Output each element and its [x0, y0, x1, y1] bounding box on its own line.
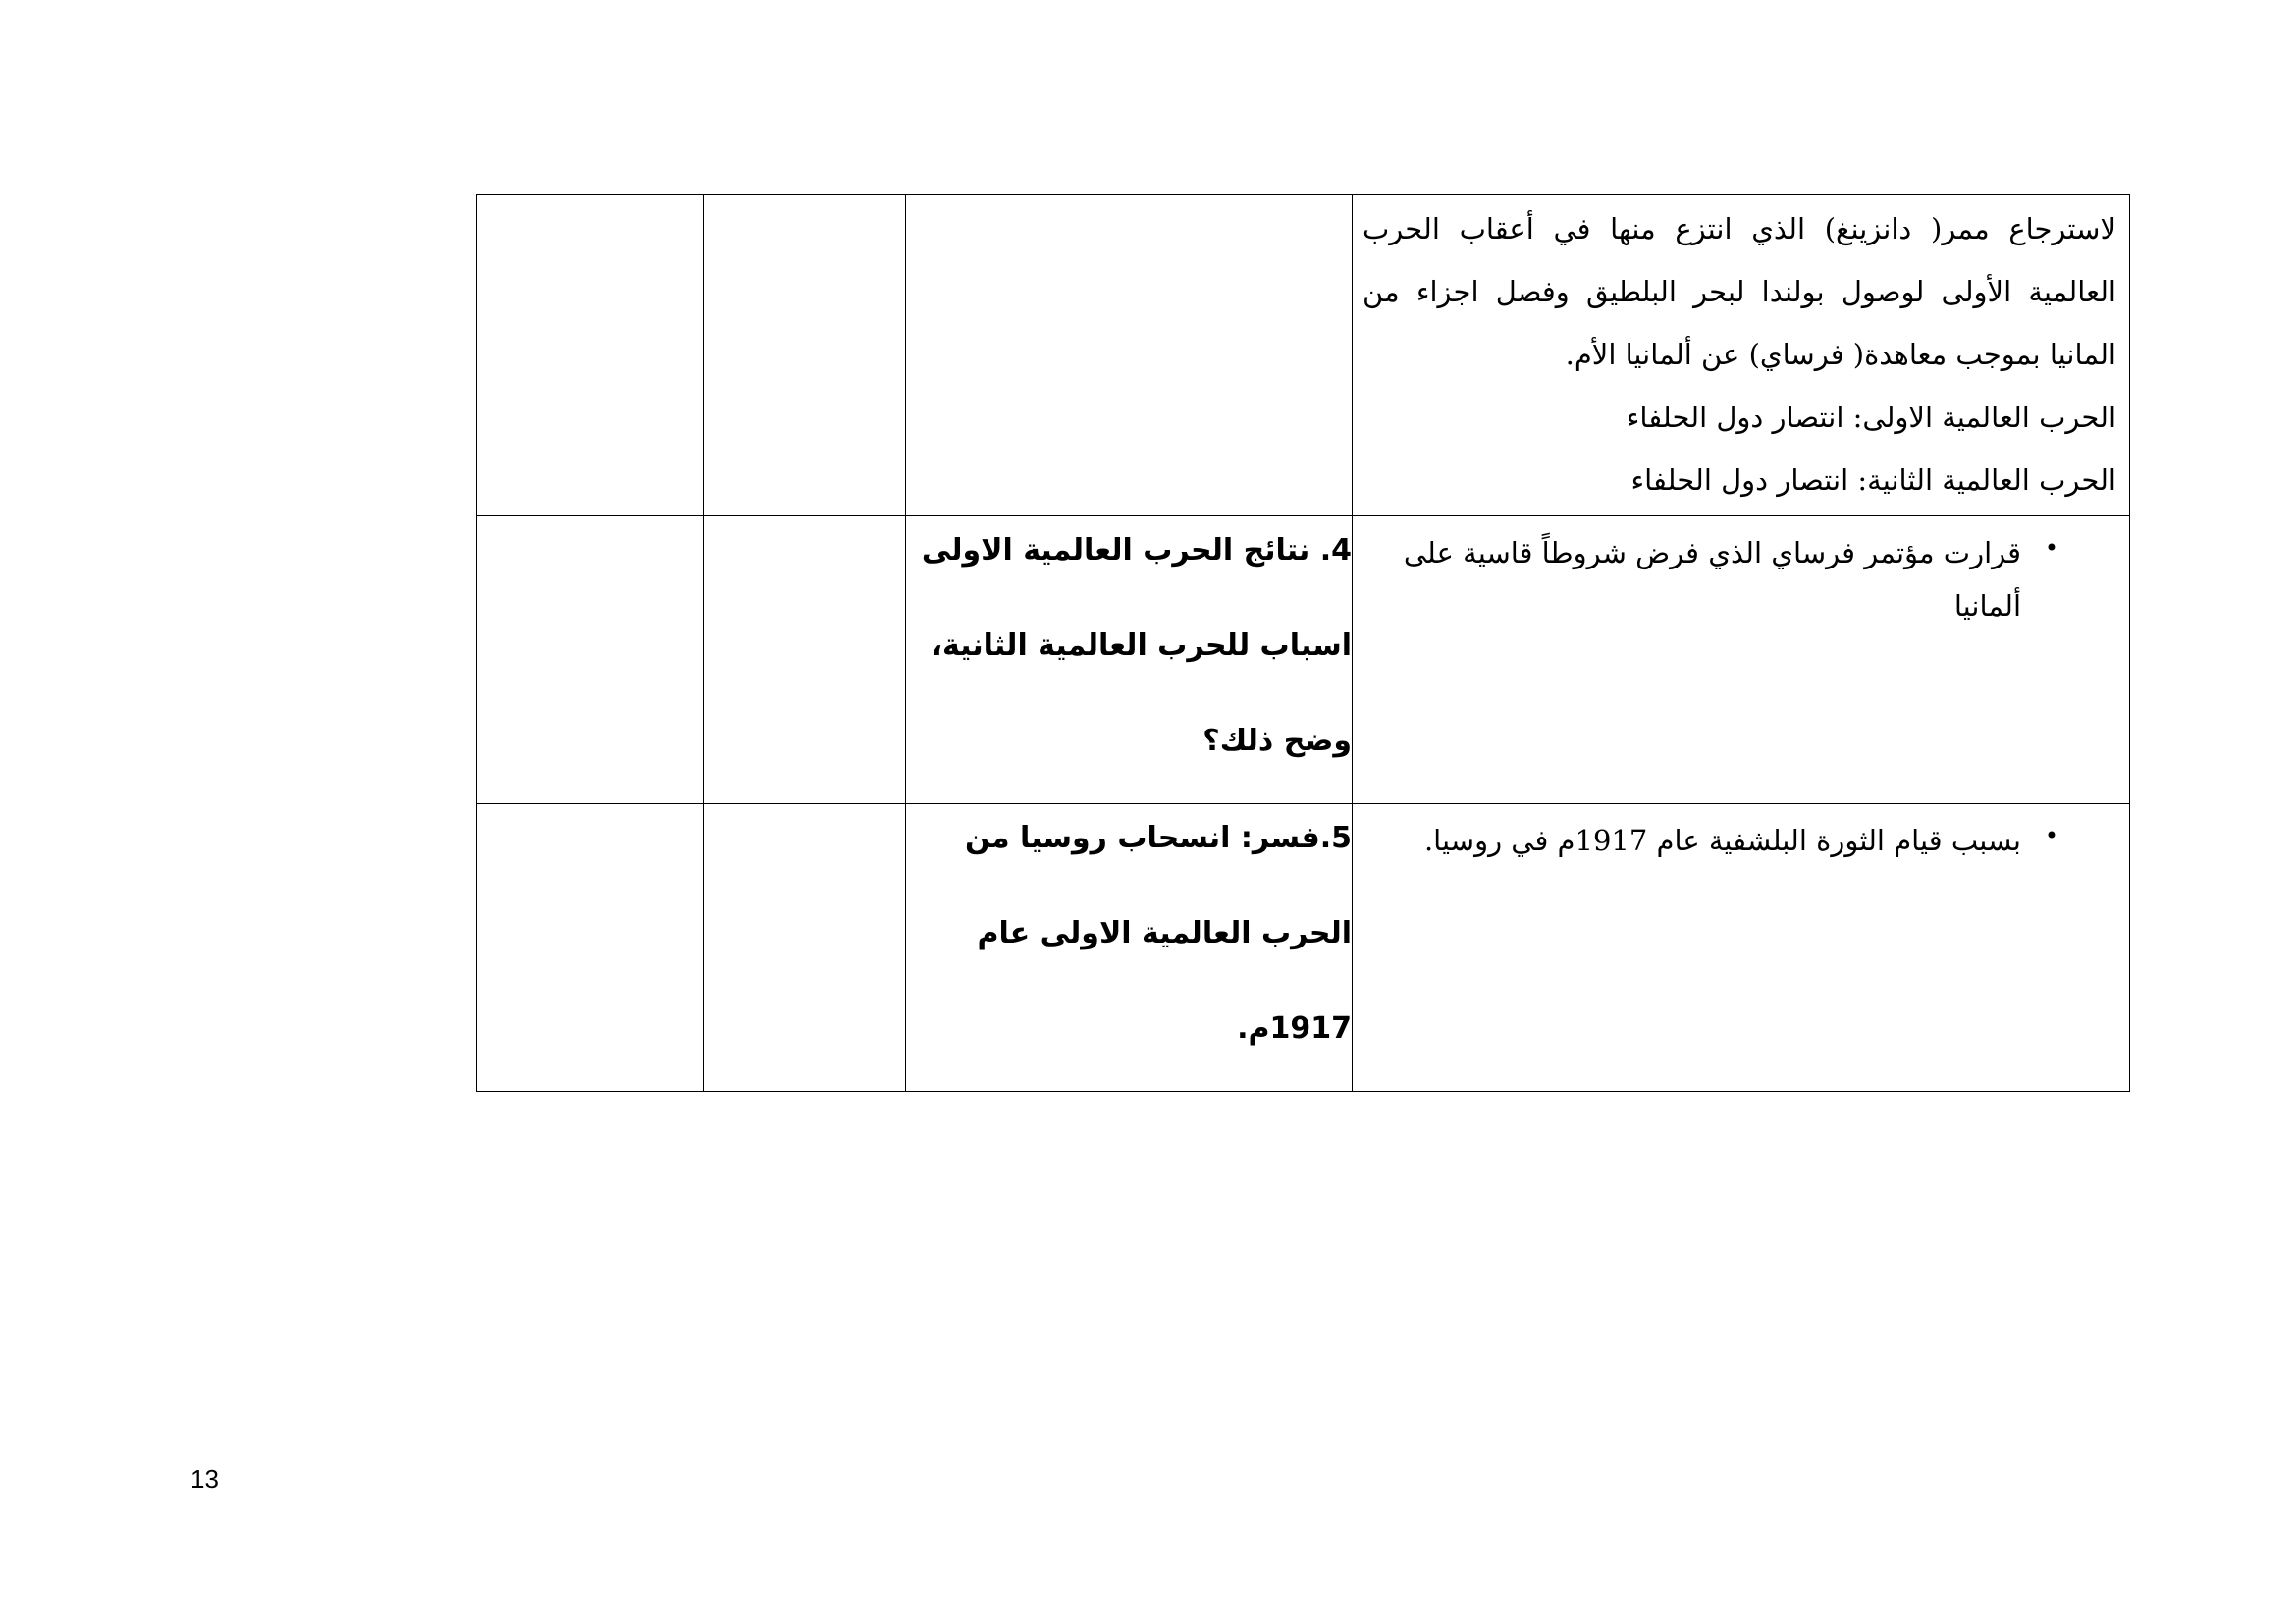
question-line: 4. نتائج الحرب العالمية الاولى — [921, 533, 1352, 568]
bullet-item — [1353, 804, 2129, 867]
answer-line: ألمانيا — [1953, 589, 2021, 623]
page-number: 13 — [190, 1464, 219, 1493]
table-row — [477, 516, 2130, 804]
bullet-icon: • — [2044, 822, 2059, 849]
answer-cell — [1353, 516, 2130, 804]
bullet-icon: • — [2044, 534, 2059, 562]
table-row — [477, 804, 2130, 1092]
question-cell — [906, 804, 1353, 1092]
answer-line: قرارت مؤتمر فرساي الذي فرض شروطاً قاسية على — [1403, 536, 2021, 569]
answer-line: العالمية الأولى لوصول بولندا لبحر البلطيق وفصل اجزاء من — [1362, 275, 2116, 308]
answer-line: لاسترجاع ممر( دانزينغ) الذي انتزع منها في أعقاب الحرب — [1362, 212, 2116, 245]
blank-cell — [704, 804, 906, 1092]
answer-line: الحرب العالمية الثانية: انتصار دول الحلفاء — [1630, 463, 2116, 497]
blank-cell — [704, 195, 906, 516]
question-cell — [906, 516, 1353, 804]
answer-text — [1353, 195, 2129, 512]
bullet-text — [1306, 526, 2021, 632]
questions-table — [476, 194, 2130, 1092]
answer-line: بسبب قيام الثورة البلشفية عام 1917م في روسيا. — [1423, 824, 2021, 857]
question-line: 1917م. — [1237, 1011, 1352, 1046]
question-line: وضح ذلك؟ — [1202, 724, 1352, 758]
blank-cell — [704, 516, 906, 804]
blank-cell — [477, 804, 704, 1092]
blank-cell — [477, 516, 704, 804]
question-line: الحرب العالمية الاولى عام — [977, 916, 1352, 950]
answer-cell — [1353, 195, 2130, 516]
question-line: 5.فسر: انسحاب روسيا من — [964, 821, 1352, 855]
answer-line: الحرب العالمية الاولى: انتصار دول الحلفاء — [1626, 401, 2116, 434]
answer-cell — [1353, 804, 2130, 1092]
bullet-text — [1326, 814, 2021, 867]
answer-line: المانيا بموجب معاهدة( فرساي) عن ألمانيا الأم. — [1565, 338, 2116, 371]
question-line: اسباب للحرب العالمية الثانية، — [931, 628, 1352, 663]
bullet-item — [1353, 516, 2129, 632]
question-cell — [906, 195, 1353, 516]
blank-cell — [477, 195, 704, 516]
table-row — [477, 195, 2130, 516]
